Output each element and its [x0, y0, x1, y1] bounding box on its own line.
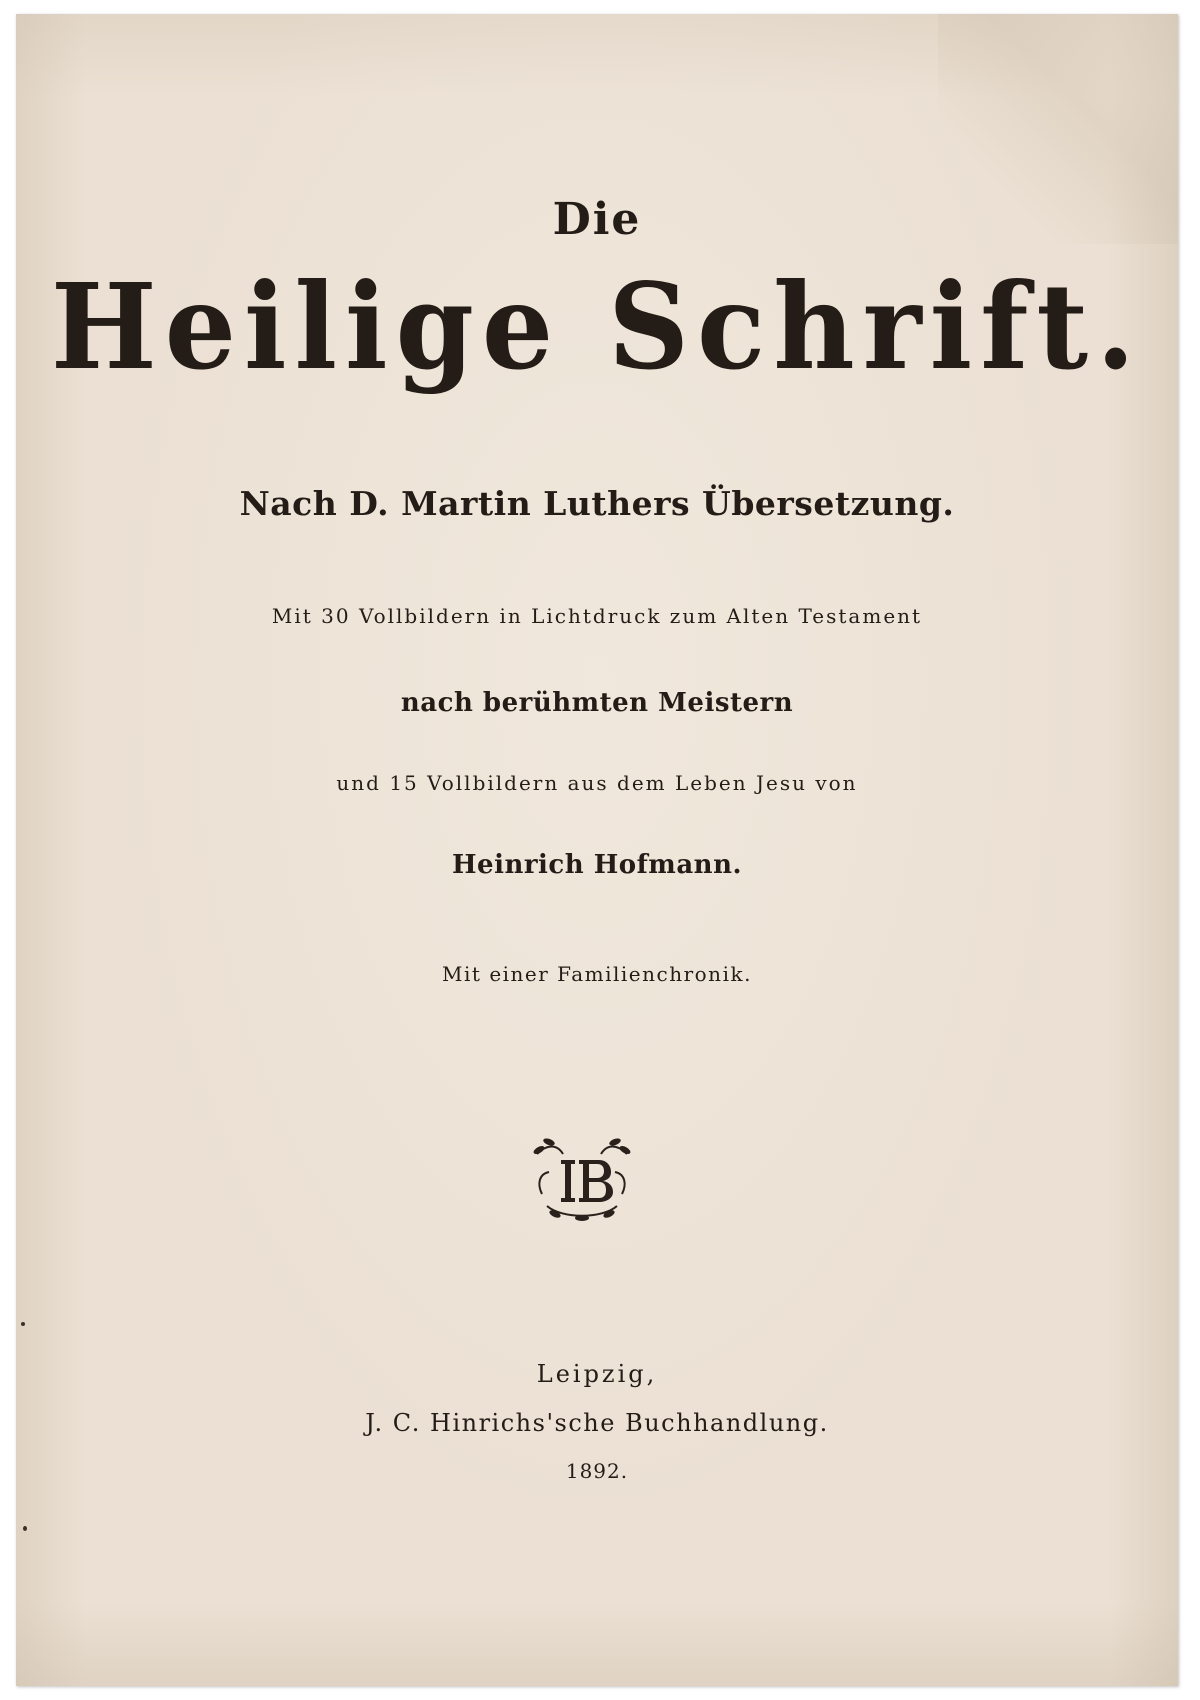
- title-page: [16, 14, 1178, 1686]
- life-of-jesus-line: und 15 Vollbildern aus dem Leben Jesu von: [336, 771, 858, 795]
- chronicle-line: Mit einer Familienchronik.: [442, 962, 752, 986]
- imprint-publisher: J. C. Hinrichs'sche Buchhandlung.: [365, 1409, 829, 1437]
- artist-name: Heinrich Hofmann.: [451, 850, 743, 880]
- paper-speck: [23, 1526, 27, 1531]
- publisher-monogram-icon: [527, 1124, 637, 1224]
- translation-line: Nach D. Martin Luthers Übersetzung.: [239, 484, 955, 523]
- imprint-city: Leipzig,: [536, 1360, 658, 1388]
- imprint-year: 1892.: [565, 1459, 629, 1483]
- masters-line: nach berühmten Meistern: [400, 688, 794, 718]
- main-title: Heilige Schrift.: [50, 258, 1144, 397]
- plates-line: Mit 30 Vollbildern in Lichtdruck zum Alten Testament: [271, 604, 923, 628]
- paper-speck: [21, 1322, 25, 1326]
- title-article: Die: [552, 194, 642, 245]
